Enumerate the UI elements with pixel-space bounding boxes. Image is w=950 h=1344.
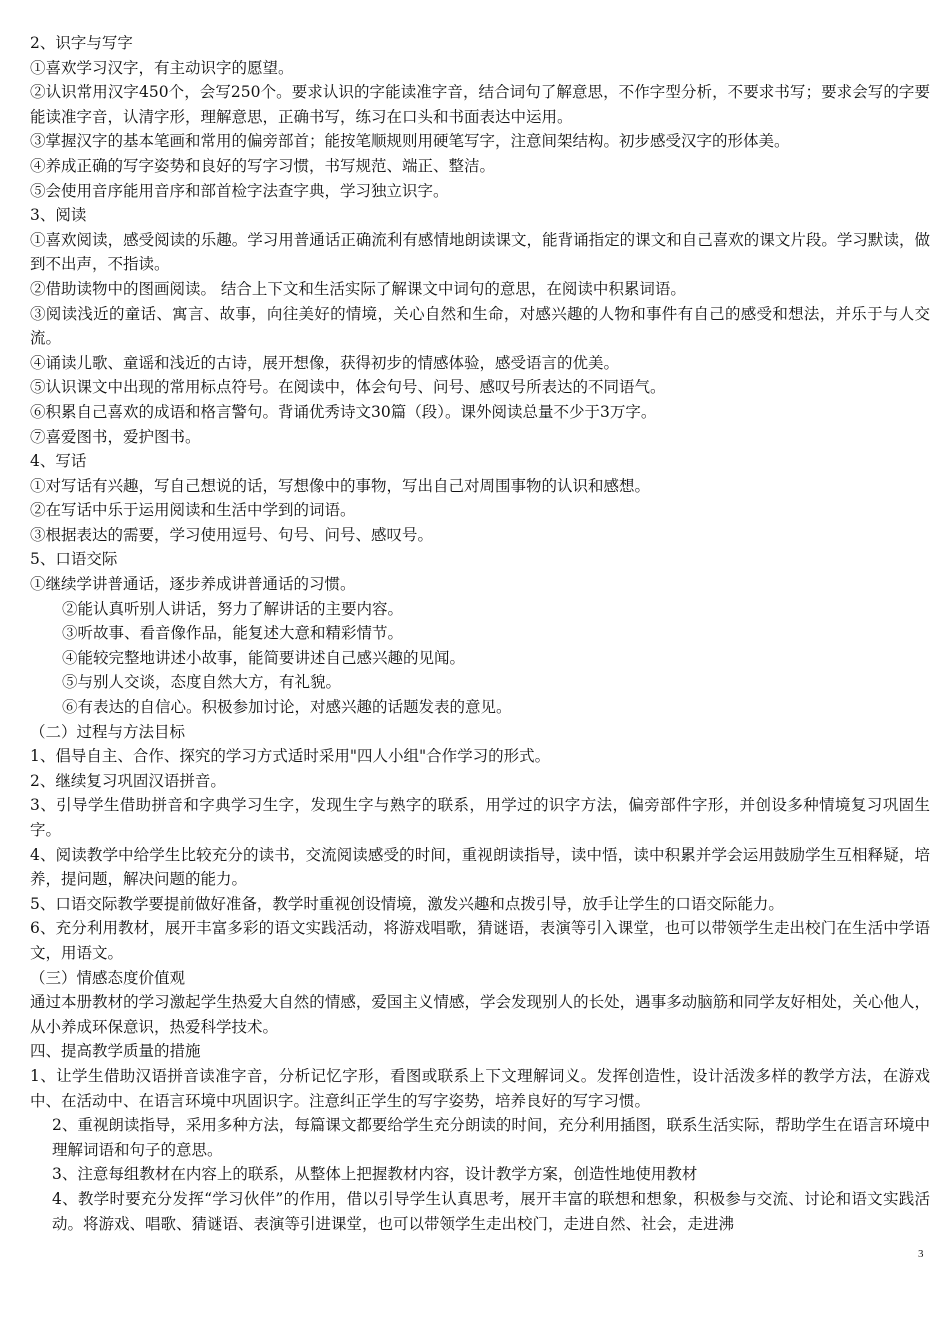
paragraph: ②在写话中乐于运用阅读和生活中学到的词语。 xyxy=(30,501,356,520)
paragraph: ④养成正确的写字姿势和良好的写字习惯，书写规范、端正、整洁。 xyxy=(30,156,496,175)
paragraph: 3、引导学生借助拼音和字典学习生字，发现生字与熟字的联系，用学过的识字方法，偏旁部件字形，并创设多种情境复习巩固生字。 xyxy=(30,796,930,839)
paragraph: 4、阅读教学中给学生比较充分的读书，交流阅读感受的时间，重视朗读指导，读中悟，读中积累并学会运用鼓励学生互相释疑，培养，提问题，解决问题的能力。 xyxy=(30,845,930,889)
paragraph: ②能认真听别人讲话，努力了解讲话的主要内容。 xyxy=(62,599,404,618)
section-heading: （三）情感态度价值观 xyxy=(30,968,186,987)
paragraph: ④诵读儿歌、童谣和浅近的古诗，展开想像，获得初步的情感体验，感受语言的优美。 xyxy=(30,353,620,372)
section-heading: （二）过程与方法目标 xyxy=(30,722,186,741)
paragraph: 4、教学时要充分发挥“学习伙伴”的作用，借以引导学生认真思考，展开丰富的联想和想象，积极参与交流、讨论和语文实践活动。将游戏、唱歌、猜谜语、表演等引进课堂，也可以带领学生走出校门，走进自然、社会，走进沸 xyxy=(52,1189,930,1233)
paragraph: ⑦喜爱图书，爱护图书。 xyxy=(30,427,201,446)
section-heading: 2、识字与写字 xyxy=(30,34,133,52)
paragraph: ①喜欢学习汉字，有主动识字的愿望。 xyxy=(30,58,294,77)
section-heading: 4、写话 xyxy=(30,452,87,471)
paragraph: 5、口语交际教学要提前做好准备，教学时重视创设情境，激发兴趣和点拨引导，放手让学生的口语交际能力。 xyxy=(30,894,784,913)
paragraph: 1、让学生借助汉语拼音读准字音，分析记忆字形，看图或联系上下文理解词义。发挥创造性，设计活泼多样的教学方法，在游戏中、在活动中、在语言环境中巩固识字。注意纠正学生的写字姿势，培养良好的写字习惯。 xyxy=(30,1066,930,1110)
paragraph: ①对写话有兴趣，写自己想说的话，写想像中的事物，写出自己对周围事物的认识和感想。 xyxy=(30,476,651,495)
section-heading: 四、提高教学质量的措施 xyxy=(30,1042,201,1061)
paragraph: 6、充分利用教材，展开丰富多彩的语文实践活动，将游戏唱歌，猜谜语，表演等引入课堂，也可以带领学生走出校门在生活中学语文，用语文。 xyxy=(30,919,930,962)
paragraph: 1、倡导自主、合作、探究的学习方式适时采用"四人小组"合作学习的形式。 xyxy=(30,747,551,766)
paragraph: ⑥有表达的自信心。积极参加讨论，对感兴趣的话题发表的意见。 xyxy=(62,698,512,717)
paragraph: ③根据表达的需要，学习使用逗号、句号、问号、感叹号。 xyxy=(30,525,434,544)
paragraph: ⑤会使用音序能用音序和部首检字法查字典，学习独立识字。 xyxy=(30,181,449,200)
paragraph: ⑥积累自己喜欢的成语和格言警句。背诵优秀诗文30篇（段）。课外阅读总量不少于3万字。 xyxy=(30,402,657,421)
paragraph: ①喜欢阅读，感受阅读的乐趣。学习用普通话正确流利有感情地朗读课文，能背诵指定的课文和自己喜欢的课文片段。学习默读，做到不出声，不指读。 xyxy=(30,230,930,274)
document-body xyxy=(30,31,930,1236)
paragraph: ③阅读浅近的童话、寓言、故事，向往美好的情境，关心自然和生命，对感兴趣的人物和事件有自己的感受和想法，并乐于与人交流。 xyxy=(30,304,930,348)
paragraph: 通过本册教材的学习激起学生热爱大自然的情感，爱国主义情感，学会发现别人的长处，遇事多动脑筋和同学友好相处，关心他人，从小养成环保意识，热爱科学技术。 xyxy=(30,993,930,1036)
page-number: 3 xyxy=(918,1248,924,1260)
paragraph: ②认识常用汉字450个，会写250个。要求认识的字能读准字音，结合词句了解意思，不作字型分析，不要求书写；要求会写的字要能读准字音，认清字形，理解意思，正确书写，练习在口头和书面表达中运用。 xyxy=(30,83,930,126)
paragraph: ⑤与别人交谈，态度自然大方，有礼貌。 xyxy=(62,673,342,692)
paragraph: ⑤认识课文中出现的常用标点符号。在阅读中，体会句号、问号、感叹号所表达的不同语气。 xyxy=(30,378,666,397)
section-heading: 5、口语交际 xyxy=(30,550,118,569)
paragraph: 2、重视朗读指导，采用多种方法，每篇课文都要给学生充分朗读的时间，充分利用插图，联系生活实际，帮助学生在语言环境中理解词语和句子的意思。 xyxy=(52,1116,930,1159)
paragraph: ③听故事、看音像作品，能复述大意和精彩情节。 xyxy=(62,624,404,643)
paragraph: 2、继续复习巩固汉语拼音。 xyxy=(30,771,226,790)
paragraph: ④能较完整地讲述小故事，能简要讲述自己感兴趣的见闻。 xyxy=(62,648,466,667)
paragraph: 3、注意每组教材在内容上的联系，从整体上把握教材内容，设计教学方案，创造性地使用教材 xyxy=(52,1165,698,1184)
paragraph: ③掌握汉字的基本笔画和常用的偏旁部首；能按笔顺规则用硬笔写字，注意间架结构。初步感受汉字的形体美。 xyxy=(30,132,790,151)
section-heading: 3、阅读 xyxy=(30,206,87,225)
paragraph: ②借助读物中的图画阅读。 结合上下文和生活实际了解课文中词句的意思，在阅读中积累词语。 xyxy=(30,279,686,298)
paragraph: ①继续学讲普通话，逐步养成讲普通话的习惯。 xyxy=(30,575,356,594)
